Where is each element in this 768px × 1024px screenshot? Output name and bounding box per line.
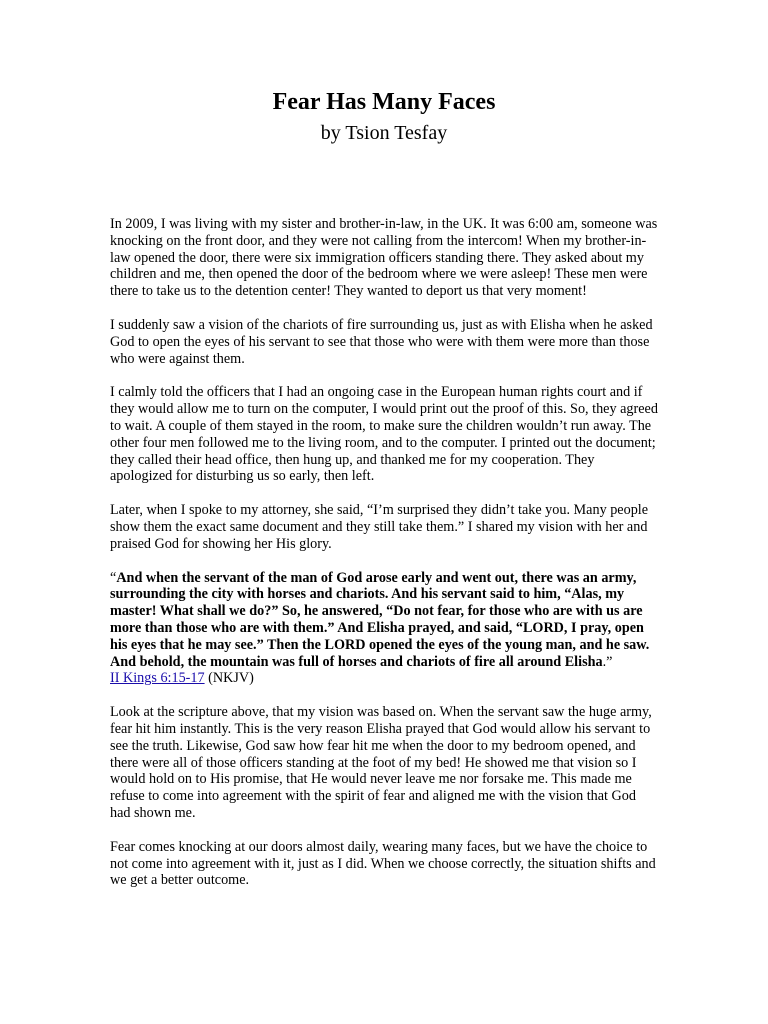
translation-label: (NKJV) [204,670,254,687]
quote-close-mark: .” [602,653,613,670]
quote-open-mark: “ [110,569,117,586]
body-paragraph-2: I suddenly saw a vision of the chariots of fire surrounding us, just as with Elisha when he asked God to open the eyes of his servant to see that those who were with them were more than those who were against them. [110,316,653,367]
body-paragraph-6: Fear comes knocking at our doors almost daily, wearing many faces, but we have the choice to not come into agreement with it, just as I did. When we choose correctly, the situation shifts and we get a better outcome. [110,838,656,889]
document-title: Fear Has Many Faces [272,89,496,115]
scripture-reference-link[interactable]: II Kings 6:15-17 [110,670,205,687]
document-body [110,216,658,889]
quote-text: And when the servant of the man of God arose early and went out, there was an army, surrounding the city with horses and chariots. And his servant said to him, “Alas, my master! What shall we do?” So, he answered, “Do not fear, for those who are with us are more than those who are with them.” And Elisha prayed, and said, “LORD, I pray, open his eyes that he may see.” Then the LORD opened the eyes of the young man, and he saw. And behold, the mountain was full of horses and chariots of fire all around Elisha [110,569,650,670]
body-paragraph-1: In 2009, I was living with my sister and brother-in-law, in the UK. It was 6:00 am, someone was knocking on the front door, and they were not calling from the intercom! When my brother-in-law opened the door, there were six immigration officers standing there. They asked about my children and me, then opened the door of the bedroom where we were asleep! These men were there to take us to the detention center! They wanted to deport us that very moment! [110,216,658,300]
body-paragraph-5: Look at the scripture above, that my vision was based on. When the servant saw the huge army, fear hit him instantly. This is the very reason Elisha prayed that God would allow his servant to see the truth. Likewise, God saw how fear hit me when the door to my bedroom opened, and there were all of those officers standing at the foot of my bed! He showed me that vision so I would hold on to His promise, that He would never leave me nor forsake me. This made me refuse to come into agreement with the spirit of fear and aligned me with the vision that God had shown me. [110,704,652,821]
body-paragraph-3: I calmly told the officers that I had an ongoing case in the European human rights court and if they would allow me to turn on the computer, I would print out the proof of this. So, they agreed to wait. A couple of them stayed in the room, to make sure the children wouldn’t run away. The other four men followed me to the living room, and to the computer. I printed out the document; they called their head office, then hung up, and thanked me for my cooperation. They apologized for disturbing us so early, then left. [110,384,658,485]
scripture-quote [110,570,658,688]
body-paragraph-4: Later, when I spoke to my attorney, she said, “I’m surprised they didn’t take you. Many people show them the exact same document and they still take them.” I shared my vision with her and praised God for showing her His glory. [110,502,649,552]
author-byline: by Tsion Tesfay [320,122,448,144]
document-page [110,86,658,906]
